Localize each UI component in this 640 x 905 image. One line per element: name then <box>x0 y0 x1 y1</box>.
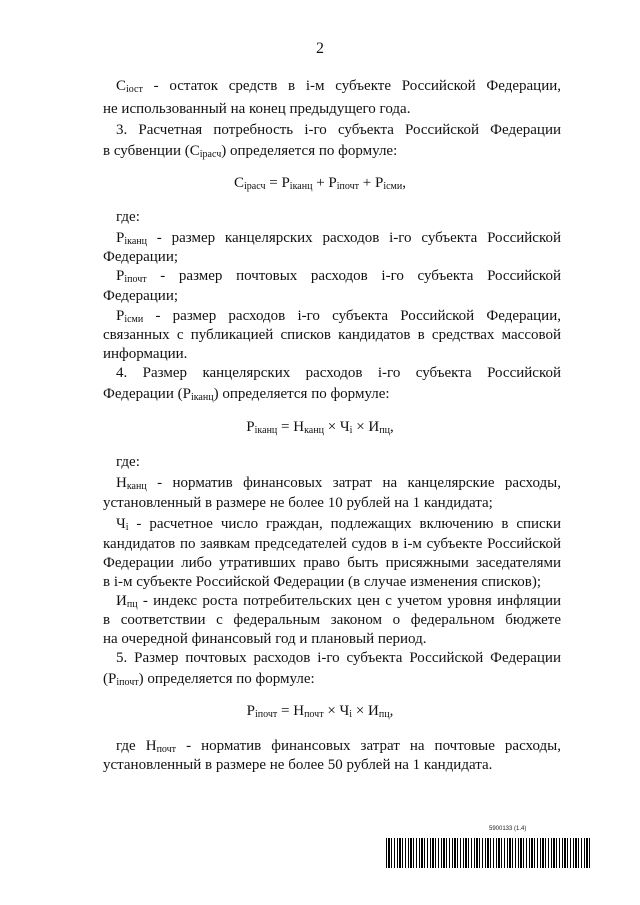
text-line: кандидатов по заявкам председателей судов в i-м субъекте Российской <box>103 536 561 552</box>
text-line: Федерации; <box>103 249 179 265</box>
text-line: где: <box>116 209 140 225</box>
text-line: 4. Размер канцелярских расходов i-го субъекта Российской <box>116 365 561 381</box>
text-line: установленный в размере не более 50 рублей на 1 кандидата. <box>103 757 493 773</box>
formula: $P_{iпочт} = H_{почт} \times Ч_i \times И_{пц}$, <box>246 703 394 720</box>
text-line: на очередной финансовый год и плановый период. <box>103 631 427 647</box>
text-line: связанных с публикацией списков кандидатов в средствах массовой <box>103 327 561 343</box>
text-line: $P_{iпочт}$ - размер почтовых расходов i-го субъекта Российской <box>116 268 561 285</box>
text-line: $И_{пц}$ - индекс роста потребительских цен с учетом уровня инфляции <box>116 593 561 610</box>
document-code: 5900133 (1.4) <box>489 826 527 832</box>
text-line: информации. <box>103 346 188 362</box>
text-line: в соответствии с федеральным законом о федеральном бюджете <box>103 612 561 628</box>
text-line: $(P_{iпочт})$ определяется по формуле: <box>103 671 315 688</box>
page-number: 2 <box>316 40 324 57</box>
text-line: установленный в размере не более 10 рублей на 1 кандидата; <box>103 495 493 511</box>
text-line: в субвенции $(C_{iрасч})$ определяется по формуле: <box>103 143 398 160</box>
text-line: 5. Размер почтовых расходов i-го субъекта Российской Федерации <box>116 650 561 666</box>
text-line: 3. Расчетная потребность i-го субъекта Российской Федерации <box>116 122 561 138</box>
text-line: Федерации либо утративших право быть присяжными заседателями <box>103 555 561 571</box>
formula: $C_{iрасч} = P_{iканц} + P_{iпочт} + P_{iсми}$, <box>233 175 406 192</box>
text-line: где: <box>116 454 140 470</box>
text-line: $Ч_i$ - расчетное число граждан, подлежащих включению в списки <box>116 516 561 533</box>
text-line: $P_{iканц}$ - размер канцелярских расходов i-го субъекта Российской <box>116 230 561 247</box>
text-line: $C_{iост}$ - остаток средств в i-м субъекте Российской Федерации, <box>116 78 561 95</box>
text-line: не использованный на конец предыдущего года. <box>103 101 411 117</box>
text-line: Федерации; <box>103 288 179 304</box>
text-line: в i-м субъекте Российской Федерации (в случае изменения списков); <box>103 574 541 590</box>
text-line: Федерации $(P_{iканц})$ определяется по формуле: <box>103 386 390 403</box>
formula: $P_{iканц} = H_{канц} \times Ч_i \times И_{пц}$, <box>246 419 394 436</box>
text-line: где $H_{почт}$ - норматив финансовых затрат на почтовые расходы, <box>116 738 561 755</box>
text-line: $P_{iсми}$ - размер расходов i-го субъекта Российской Федерации, <box>116 308 561 325</box>
text-line: $H_{канц}$ - норматив финансовых затрат на канцелярские расходы, <box>116 475 561 492</box>
barcode <box>386 838 592 868</box>
